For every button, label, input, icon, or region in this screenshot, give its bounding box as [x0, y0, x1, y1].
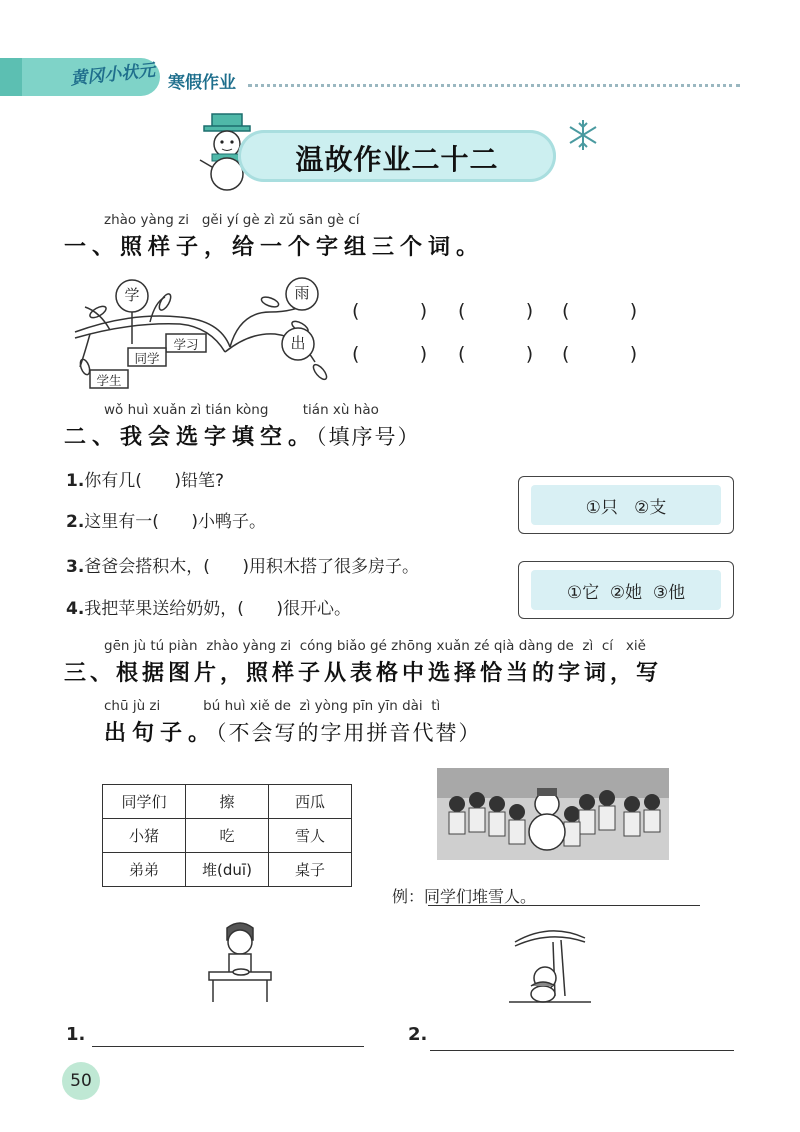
example-sentence: 例：同学们堆雪人。 — [392, 887, 537, 906]
table-cell: 同学们 — [103, 785, 186, 819]
options-box-1 — [518, 476, 734, 534]
tree-word-tongxue: 同学 — [134, 351, 160, 366]
tree-char-yu: 雨 — [294, 284, 310, 302]
section1-pinyin: zhào yàng zi gěi yí gè zì zǔ sān gè cí — [104, 212, 360, 228]
page-number: 50 — [62, 1062, 100, 1100]
boy-wiping-table-illustration — [205, 918, 275, 1004]
tree-char-xue: 学 — [124, 286, 140, 304]
section2-heading: 二、我会选字填空。（填序号） — [64, 425, 421, 450]
table-cell: 小猪 — [103, 819, 186, 853]
tree-char-chu: 出 — [290, 334, 306, 352]
answer-blank[interactable]: ( ) — [352, 343, 428, 365]
section1-heading: 一、照样子，给一个字组三个词。 — [64, 235, 485, 260]
section2-tag: （填序号） — [316, 425, 421, 449]
tree-word-xuesheng: 学生 — [96, 373, 122, 388]
question-4: 4.我把苹果送给奶奶，( )很开心。 — [66, 599, 351, 619]
page-title: 温故作业二十二 — [295, 143, 499, 176]
series-label: 寒假作业 — [168, 73, 236, 93]
table-cell: 堆(duī) — [186, 853, 269, 887]
answer-blank[interactable]: ( ) — [352, 300, 428, 322]
options-2: ①它 ②她 ③他 — [531, 570, 721, 610]
section3-heading-2: 出句子。（不会写的字用拼音代替） — [104, 721, 482, 746]
snowflake-icon — [566, 118, 600, 152]
answer-blank[interactable]: ( ) — [562, 300, 638, 322]
section3-tag: （不会写的字用拼音代替） — [216, 721, 482, 745]
question-1: 1.你有几( )铅笔? — [66, 471, 225, 491]
answer-number-2: 2. — [408, 1024, 428, 1045]
table-row — [103, 819, 352, 853]
children-snowman-illustration — [437, 768, 669, 860]
brand-logo: 黄冈小状元 — [69, 60, 157, 90]
answer-blank[interactable]: ( ) — [458, 300, 534, 322]
answer-line-2[interactable] — [430, 1050, 734, 1051]
section3-pinyin-1: gēn jù tú piàn zhào yàng zi cóng biǎo gé zhōng xuǎn zé qià dàng de zì cí xiě — [104, 638, 646, 654]
table-cell: 西瓜 — [269, 785, 352, 819]
tree-word-xuexi: 学习 — [173, 337, 199, 352]
question-2: 2.这里有一( )小鸭子。 — [66, 512, 266, 532]
options-box-2 — [518, 561, 734, 619]
options-1: ①只 ②支 — [531, 485, 721, 525]
section3-heading-1: 三、根据图片，照样子从表格中选择恰当的字词，写 — [64, 661, 663, 686]
word-table — [102, 784, 352, 887]
table-cell: 擦 — [186, 785, 269, 819]
table-cell: 弟弟 — [103, 853, 186, 887]
header-divider — [248, 84, 740, 87]
question-3: 3.爸爸会搭积木，( )用积木搭了很多房子。 — [66, 557, 419, 577]
answer-line-1[interactable] — [92, 1046, 364, 1047]
section3-pinyin-2: chū jù zi bú huì xiě de zì yòng pīn yīn dài tì — [104, 698, 441, 714]
section2-pinyin: wǒ huì xuǎn zì tián kòng tián xù hào — [104, 402, 379, 418]
table-cell: 雪人 — [269, 819, 352, 853]
pig-eating-watermelon-illustration — [505, 926, 595, 1008]
table-row — [103, 853, 352, 887]
answer-blank[interactable]: ( ) — [562, 343, 638, 365]
table-row — [103, 785, 352, 819]
answer-blank[interactable]: ( ) — [458, 343, 534, 365]
answer-number-1: 1. — [66, 1024, 86, 1045]
example-underline — [428, 905, 700, 906]
table-cell: 吃 — [186, 819, 269, 853]
table-cell: 桌子 — [269, 853, 352, 887]
